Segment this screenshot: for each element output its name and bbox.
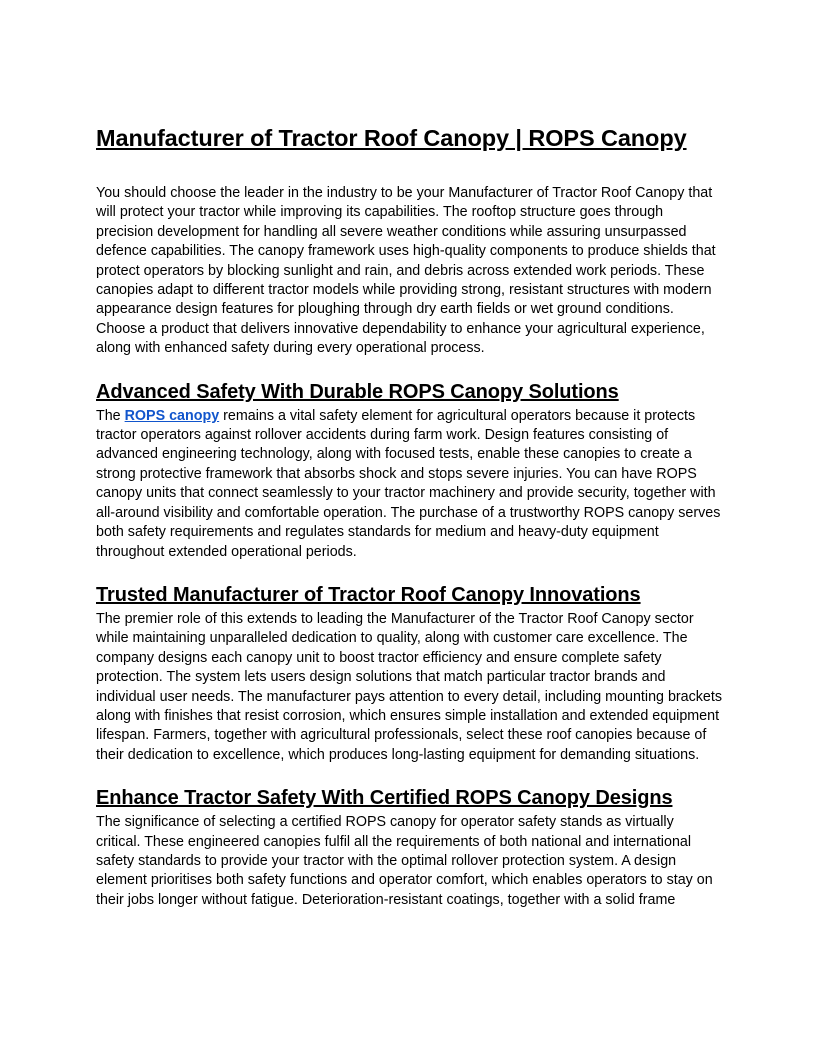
document-page bbox=[96, 124, 722, 910]
page-title: Manufacturer of Tractor Roof Canopy | ROPS Canopy bbox=[96, 125, 687, 151]
section-enhance-safety bbox=[96, 786, 722, 910]
rops-canopy-link[interactable]: ROPS canopy bbox=[124, 407, 220, 424]
section-advanced-safety bbox=[96, 380, 722, 562]
section-trusted-manufacturer bbox=[96, 583, 722, 765]
section-body-enhance-safety: The significance of selecting a certified ROPS canopy for operator safety stands as virtually critical. These engineered canopies fulfil all the requirements of both national and international safety standards to provide your tractor with the optimal rollover protection system. A design element prioritises both safety functions and operator comfort, which enables operators to stay on their jobs longer without fatigue. Deterioration-resistant coatings, together with a solid frame bbox=[96, 814, 713, 908]
section-heading-advanced-safety: Advanced Safety With Durable ROPS Canopy Solutions bbox=[96, 380, 619, 403]
section-heading-trusted-manufacturer: Trusted Manufacturer of Tractor Roof Canopy Innovations bbox=[96, 583, 641, 606]
section-heading-enhance-safety: Enhance Tractor Safety With Certified ROPS Canopy Designs bbox=[96, 787, 673, 810]
body-text-before-link: The bbox=[96, 407, 125, 424]
body-text-after-link: remains a vital safety element for agricultural operators because it protects tractor operators against rollover accidents during farm work. Design features consisting of advanced engineering technology, along with focused tests, enable these canopies to create a strong protective framework that absorbs shock and stops severe injuries. You can have ROPS canopy units that connect seamlessly to your tractor machinery and provide security, together with all-around visibility and comfortable operation. The purchase of a trustworthy ROPS canopy serves both safety requirements and regulates standards for medium and heavy-duty equipment throughout extended operational periods. bbox=[96, 407, 721, 560]
intro-paragraph: You should choose the leader in the industry to be your Manufacturer of Tractor Roof Canopy that will protect your tractor while improving its capabilities. The rooftop structure goes through precision development for handling all severe weather conditions while assuring unsurpassed defence capabilities. The canopy framework uses high-quality components to produce shields that protect operators by blocking sunlight and rain, and debris across extended work periods. These canopies adapt to different tractor models while providing strong, resistant structures with modern appearance design features for ploughing through dry earth fields or wet ground conditions. Choose a product that delivers innovative dependability to enhance your agricultural experience, along with enhanced safety during every operational process. bbox=[96, 185, 716, 357]
section-body-advanced-safety bbox=[96, 407, 722, 562]
section-body-trusted-manufacturer: The premier role of this extends to leading the Manufacturer of the Tractor Roof Canopy sector while maintaining unparalleled dedication to quality, along with customer care excellence. The company designs each canopy unit to boost tractor efficiency and ensure complete safety protection. The system lets users design solutions that match particular tractor brands and individual user needs. The manufacturer pays attention to every detail, including mounting brackets along with finishes that resist corrosion, which ensures simple installation and extended equipment lifespan. Farmers, together with agricultural professionals, select these roof canopies because of their dedication to excellence, which produces long-lasting equipment for demanding situations. bbox=[96, 610, 722, 763]
